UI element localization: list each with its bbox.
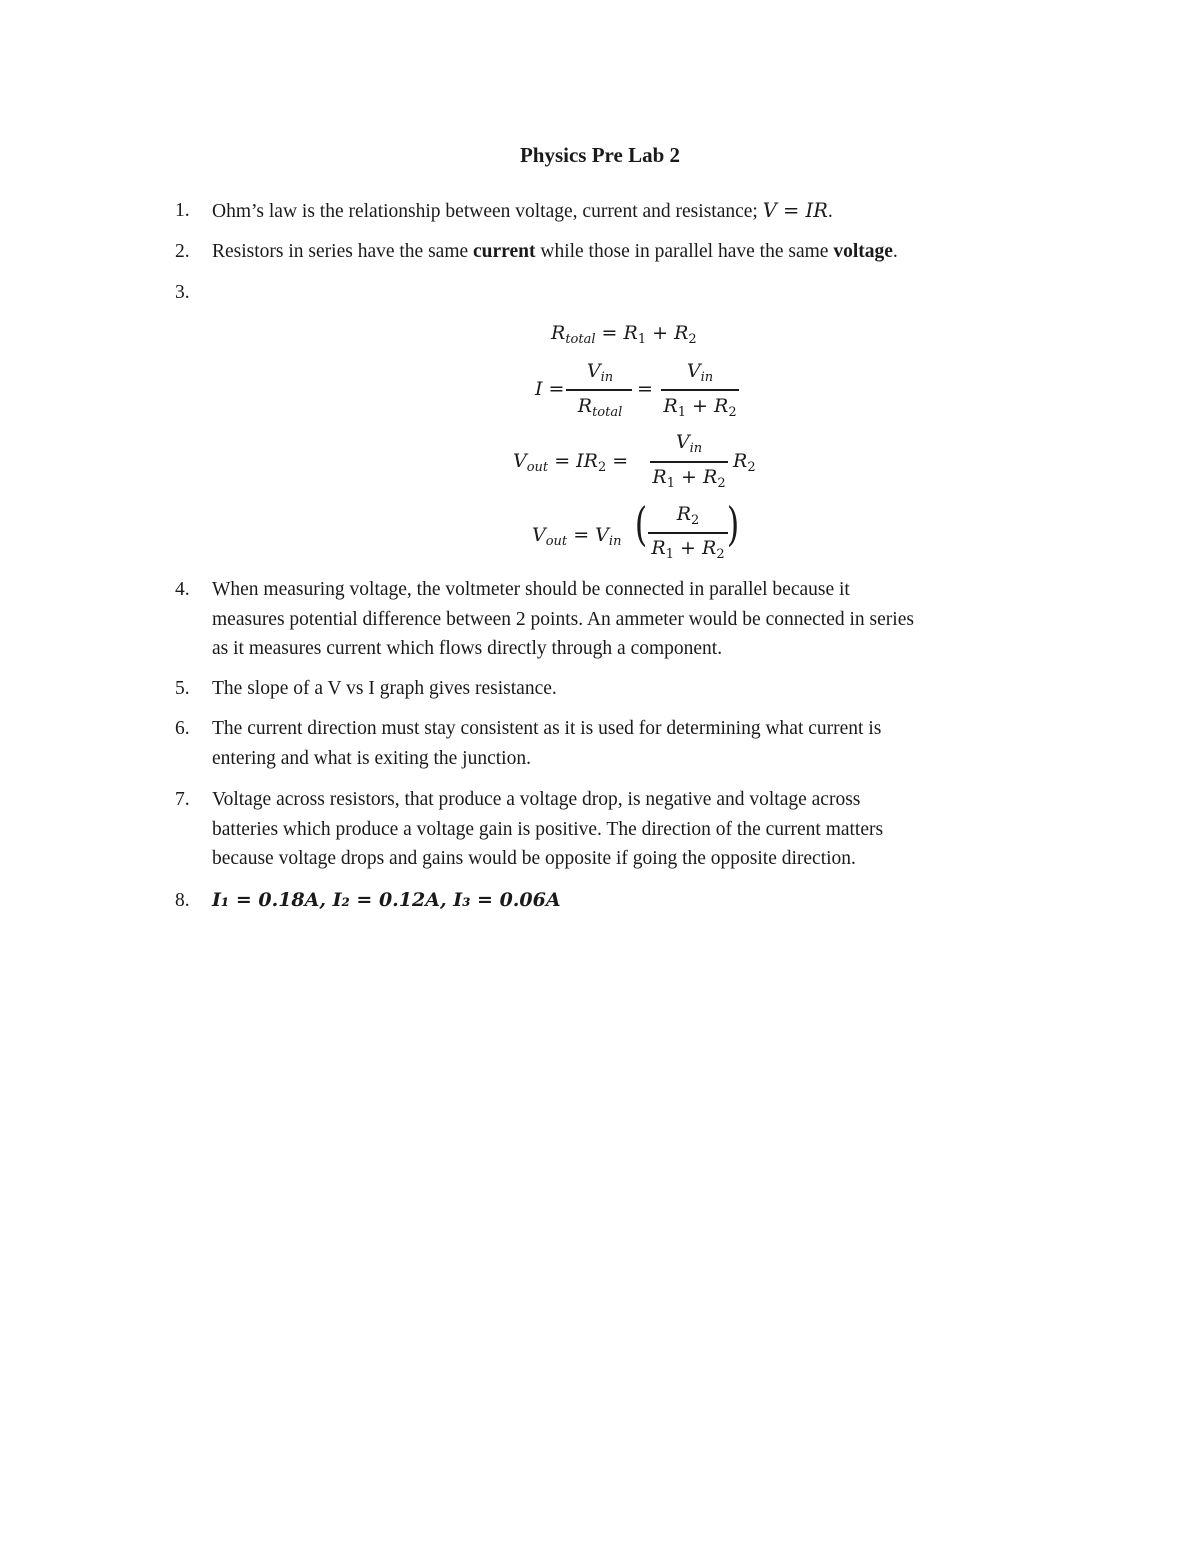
item-text (212, 785, 1072, 874)
fraction-bar (650, 461, 728, 463)
item-text-part: while those in parallel have the same (535, 241, 834, 262)
fraction-numerator: $V_{in}$ (675, 431, 703, 456)
page-title: Physics Pre Lab 2 (519, 143, 681, 167)
item-text (212, 714, 1072, 773)
fraction-denominator: $R_1 + R_2$ (651, 537, 725, 562)
text-line: Voltage across resistors, that produce a voltage drop, is negative and voltage across (212, 789, 861, 810)
text-line: measures potential difference between 2 points. An ammeter would be connected in series (212, 608, 914, 630)
right-paren: ) (726, 497, 740, 551)
bold-voltage: voltage (833, 241, 893, 262)
text-line: because voltage drops and gains would be opposite if going the opposite direction. (212, 848, 856, 869)
item-number: 4. (175, 579, 190, 600)
ohms-law-formula: V = IR (762, 199, 828, 222)
fraction-bar (566, 389, 632, 391)
text-line: entering and what is exiting the junction. (212, 747, 531, 769)
bold-current: current (473, 241, 536, 262)
text-line: The slope of a V vs I graph gives resistance. (212, 678, 557, 699)
equation-vout-lhs: $V_{out} = IR_2$ = (513, 450, 629, 475)
fraction-numerator: $V_{in}$ (686, 360, 714, 385)
text-line: batteries which produce a voltage gain is positive. The direction of the current matters (212, 818, 884, 840)
fraction-denominator: $R_{total}$ (577, 395, 623, 420)
fraction-denominator: $R_1 + R_2$ (652, 466, 726, 491)
left-paren: ( (634, 497, 648, 551)
item-text (212, 196, 1072, 227)
equation-vout-r2: $R_2$ (733, 450, 756, 475)
text-line: as it measures current which flows directly through a component. (212, 638, 723, 659)
item-text (212, 575, 1072, 664)
item-text (212, 237, 1072, 267)
fraction-denominator: $R_1 + R_2$ (663, 395, 737, 420)
current-values-answer: I₁ = 0.18A, I₂ = 0.12A, I₃ = 0.06A (212, 889, 561, 911)
item-text-part: Resistors in series have the same (212, 241, 474, 262)
text-line: When measuring voltage, the voltmeter should be connected in parallel because it (212, 579, 850, 600)
item-number: 8. (175, 890, 190, 911)
fraction-numerator: $V_{in}$ (586, 360, 614, 385)
fraction-bar (648, 532, 728, 534)
item-number: 5. (175, 678, 190, 699)
equation-current-lhs: I = (535, 378, 565, 400)
item-number: 7. (175, 789, 190, 810)
item-number: 2. (175, 241, 190, 262)
text-line: The current direction must stay consistent as it is used for determining what current is (212, 718, 882, 739)
fraction-bar (661, 389, 739, 391)
item-text-part: Ohm’s law is the relationship between voltage, current and resistance; (212, 201, 763, 222)
equals-sign: = (637, 378, 653, 400)
item-text (212, 674, 1072, 704)
fraction-numerator: $R_2$ (676, 503, 700, 528)
item-number: 1. (175, 200, 190, 221)
item-number: 3. (175, 282, 190, 303)
item-number: 6. (175, 718, 190, 739)
equation-total-resistance: $R_{total} = R_1 + R_2$ (551, 322, 697, 347)
item-text-part: . (827, 201, 833, 222)
item-text-part: . (892, 241, 898, 262)
equation-divider-lhs: $V_{out} = V_{in}$ (532, 524, 622, 549)
